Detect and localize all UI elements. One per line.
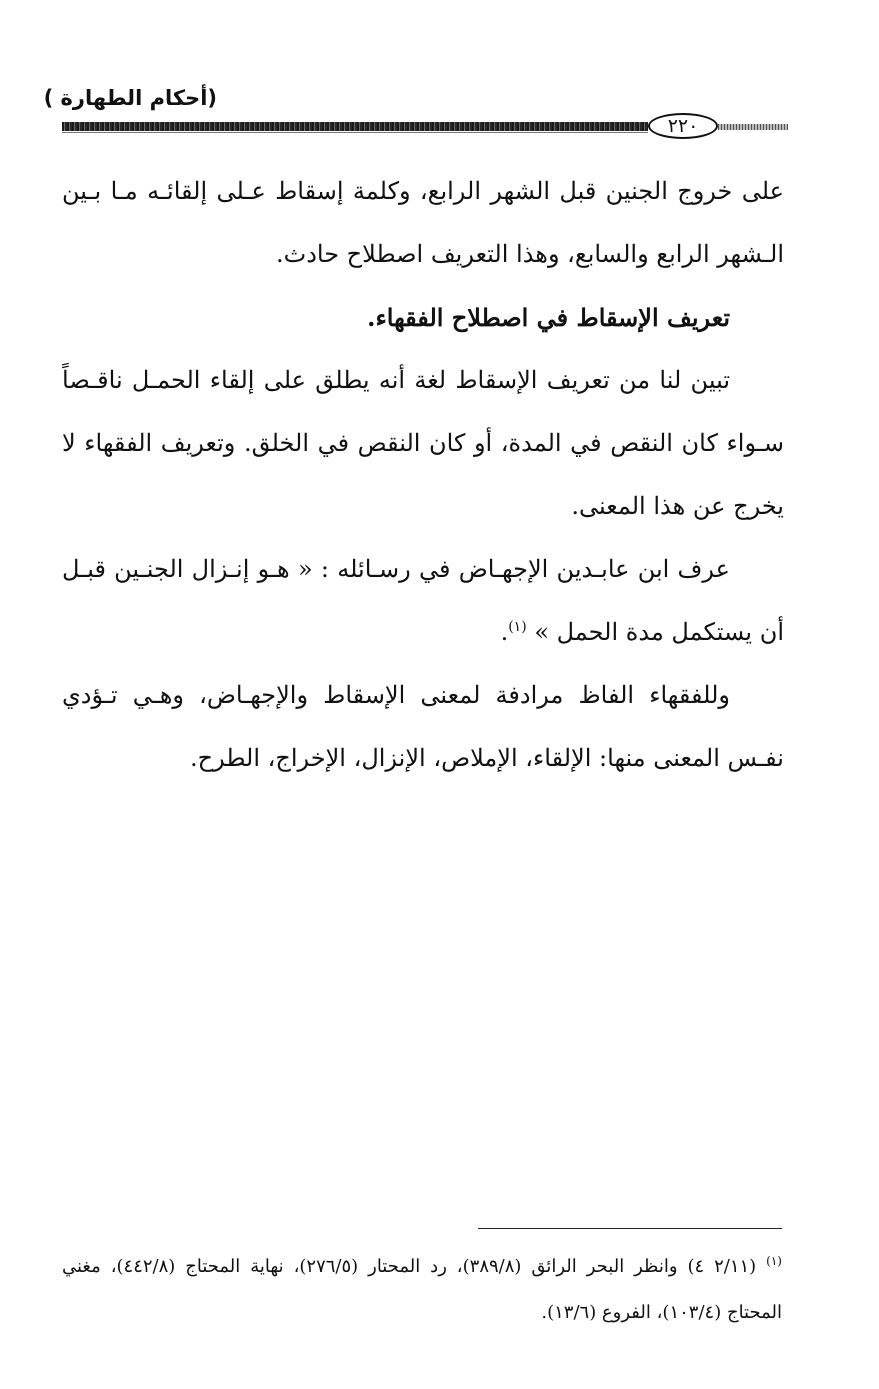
header-rule-left-thin [62, 132, 648, 133]
footnote-mark: (١) [766, 1254, 782, 1268]
footnote-reference: (١) [508, 619, 527, 635]
footnote-1 [62, 1244, 782, 1336]
section-heading: تعريف الإسقاط في اصطلاح الفقهاء. [367, 303, 730, 332]
page-number: ٢٢٠ [648, 113, 718, 139]
paragraph-synonyms: وللفقهاء الفاظ مرادفة لمعنى الإسقاط والإجهـاض، وهـي تـؤدي نفـس المعنى منها: الإلقاء، الإملاص، الإنزال، الإخراج، الطرح. [62, 681, 784, 772]
main-text [62, 160, 784, 790]
paragraph-ibn-abidin [62, 538, 784, 664]
footnote-separator [478, 1228, 782, 1229]
paragraph-end-mark: . [500, 618, 509, 646]
running-header-title: (أحكام الطهارة ) [43, 86, 217, 110]
header-rule-left [62, 122, 648, 131]
paragraph-definition: تبين لنا من تعريف الإسقاط لغة أنه يطلق على إلقاء الحمـل ناقـصاً سـواء كان النقص في المدة، أو كان النقص في الخلق. وتعريف الفقهاء لا يخرج عن هذا المعنى. [62, 366, 784, 520]
footnote-1-text: (٢/١١ ٤) وانظر البحر الرائق (٣٨٩/٨)، رد المحتار (٢٧٦/٥)، نهاية المحتاج (٤٤٢/٨)، مغني المحتاج (١٠٣/٤)، الفروع (١٣/٦). [62, 1256, 782, 1323]
header-rule-right [718, 124, 788, 130]
paragraph-continuation: على خروج الجنين قبل الشهر الرابع، وكلمة إسقاط عـلى إلقائـه مـا بـين الـشهر الرابع والسابع، وهذا التعريف اصطلاح حادث. [62, 177, 784, 268]
ibn-abidin-quote: عرف ابن عابـدين الإجهـاض في رسـائله : « هـو إنـزال الجنـين قبـل أن يستكمل مدة الحمل » [62, 555, 784, 646]
footnotes [62, 1244, 782, 1336]
